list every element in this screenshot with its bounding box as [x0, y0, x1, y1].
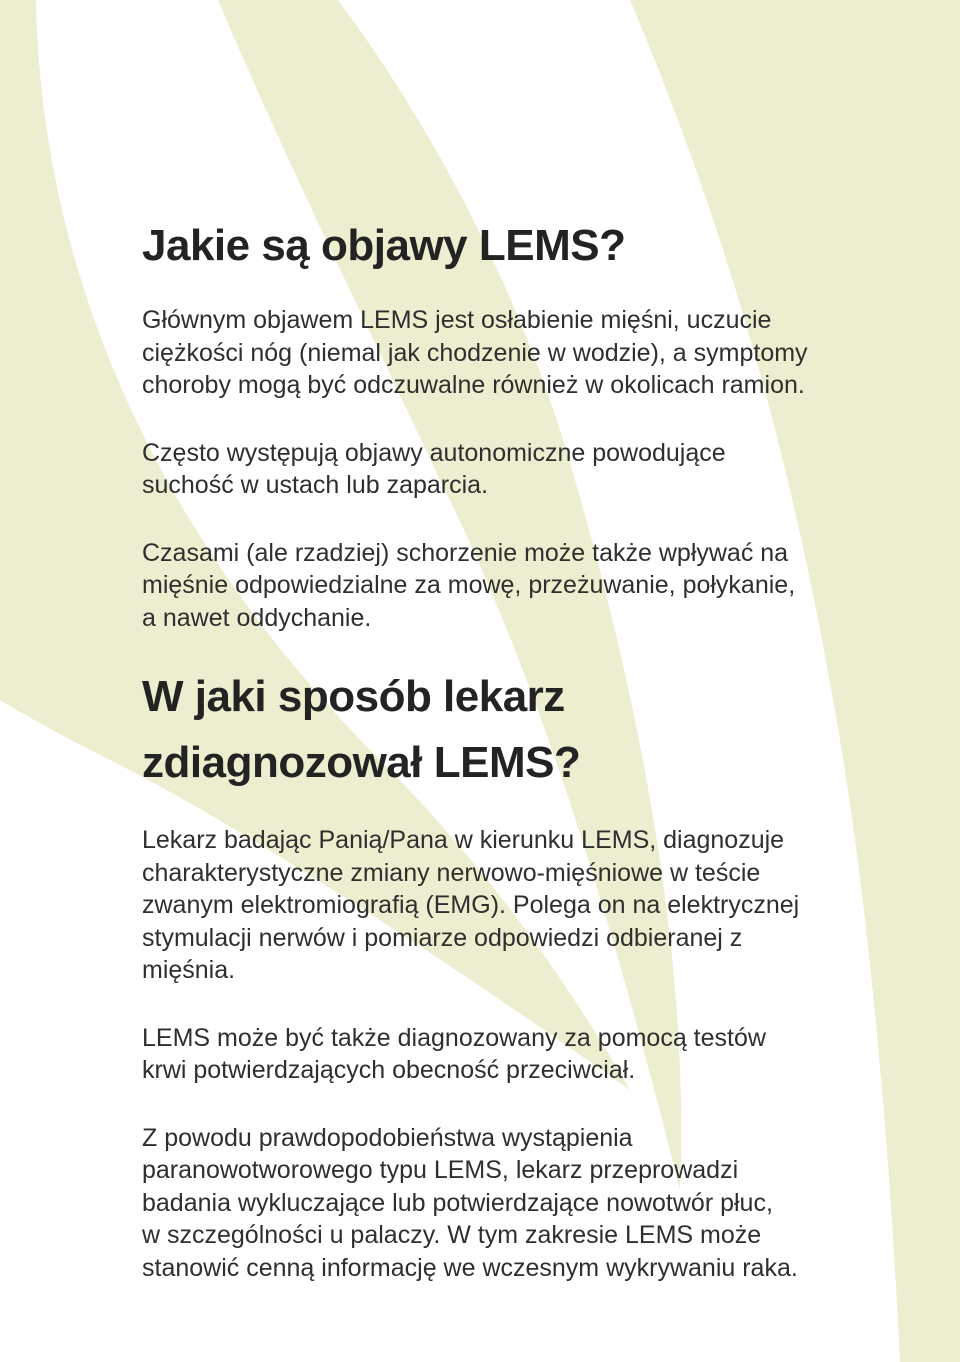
section1-paragraph-1: Głównym objawem LEMS jest osłabienie mięśni, uczucie ciężkości nóg (niemal jak chodzenie w wodzie), a symptomy choroby mogą być odczuwalne również w okolicach ramion.	[142, 306, 808, 399]
page-content	[142, 218, 902, 1284]
section2-paragraph-1: Lekarz badając Panią/Pana w kierunku LEMS, diagnozuje charakterystyczne zmiany nerwowo-mięśniowe w teście zwanym elektromiografią (EMG). Polega on na elektrycznej stymulacji nerwów i pomiarze odpowiedzi odbieranej z mięśnia.	[142, 826, 800, 984]
section1-title: Jakie są objawy LEMS?	[142, 221, 626, 270]
section1-paragraph-2: Często występują objawy autonomiczne powodujące suchość w ustach lub zaparcia.	[142, 438, 726, 499]
section2-title: W jaki sposób lekarz zdiagnozował LEMS?	[142, 672, 581, 787]
section2-paragraph-3: Z powodu prawdopodobieństwa wystąpienia paranowotworowego typu LEMS, lekarz przeprowadzi badania wykluczające lub potwierdzające nowotwór płuc, w szczególności u palaczy. W tym zakresie LEMS może stanowić cenną informację we wczesnym wykrywaniu raka.	[142, 1123, 798, 1282]
section2-paragraph-2: LEMS może być także diagnozowany za pomocą testów krwi potwierdzających obecność przeciwciał.	[142, 1023, 766, 1084]
section1-paragraph-3: Czasami (ale rzadziej) schorzenie może także wpływać na mięśnie odpowiedzialne za mowę, przeżuwanie, połykanie, a nawet oddychanie.	[142, 538, 796, 632]
